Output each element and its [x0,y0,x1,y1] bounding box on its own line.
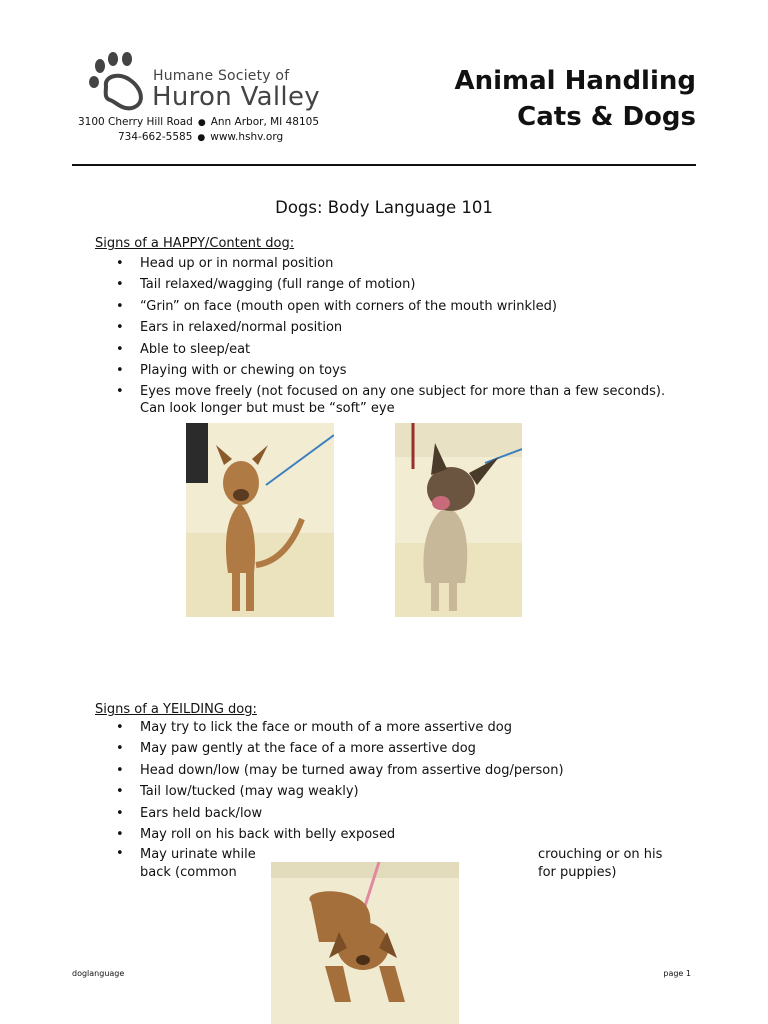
yielding-signs-list [114,719,684,847]
urinate-item-left [140,846,256,881]
list-item: • Playing with or chewing on toys [114,362,684,379]
address-street: 3100 Cherry Hill Road [78,116,193,128]
footer-page-number: page 1 [663,969,691,978]
website-link[interactable]: www.hshv.org [210,131,284,143]
header-title-line1: Animal Handling [454,66,696,96]
org-name-line2: Huron Valley [152,82,320,112]
happy-section-heading: Signs of a HAPPY/Content dog: [95,236,295,251]
hshv-logo [86,52,326,122]
urinate-item-right-line2: for puppies) [538,864,617,880]
header-divider [72,164,696,166]
list-item: • May roll on his back with belly exposed [114,826,684,843]
org-contact [118,131,283,143]
list-item: • “Grin” on face (mouth open with corners of the mouth wrinkled) [114,298,684,315]
list-item: • Tail low/tucked (may wag weakly) [114,783,684,800]
urinate-item-left-line1: May urinate while [140,847,256,862]
happy-signs-list [114,255,684,422]
list-item: • Tail relaxed/wagging (full range of motion) [114,276,684,293]
urinate-item-left-line2: back (common [140,864,237,880]
happy-dog-photo-2 [395,423,522,617]
document-title: Dogs: Body Language 101 [275,198,493,217]
address-city: Ann Arbor, MI 48105 [210,116,320,128]
phone-number: 734-662-5585 [118,131,193,143]
list-item: • Eyes move freely (not focused on any one subject for more than a few seconds). Can look longer but must be “soft” eye [114,383,684,417]
org-name-line1: Humane Society of [153,68,290,84]
bullet-separator: ● [197,118,206,128]
happy-dog-photo-1 [186,423,334,617]
list-item: • May try to lick the face or mouth of a more assertive dog [114,719,684,736]
list-item: • Head down/low (may be turned away from assertive dog/person) [114,762,684,779]
list-item-bullet: • [116,846,124,861]
paw-icon [86,52,152,112]
list-item: • May paw gently at the face of a more assertive dog [114,740,684,757]
footer-filename: doglanguage [72,969,125,978]
yielding-dog-photo [271,862,459,1024]
bullet-separator: ● [197,133,206,143]
header-title-line2: Cats & Dogs [517,102,696,132]
list-item: • Ears in relaxed/normal position [114,319,684,336]
yielding-section-heading: Signs of a YEILDING dog: [95,702,257,717]
urinate-item-right-line1: crouching or on his [538,847,663,862]
urinate-item-right [538,846,662,881]
list-item: • Able to sleep/eat [114,341,684,358]
org-address [78,116,319,128]
list-item: • Ears held back/low [114,805,684,822]
list-item: • Head up or in normal position [114,255,684,272]
